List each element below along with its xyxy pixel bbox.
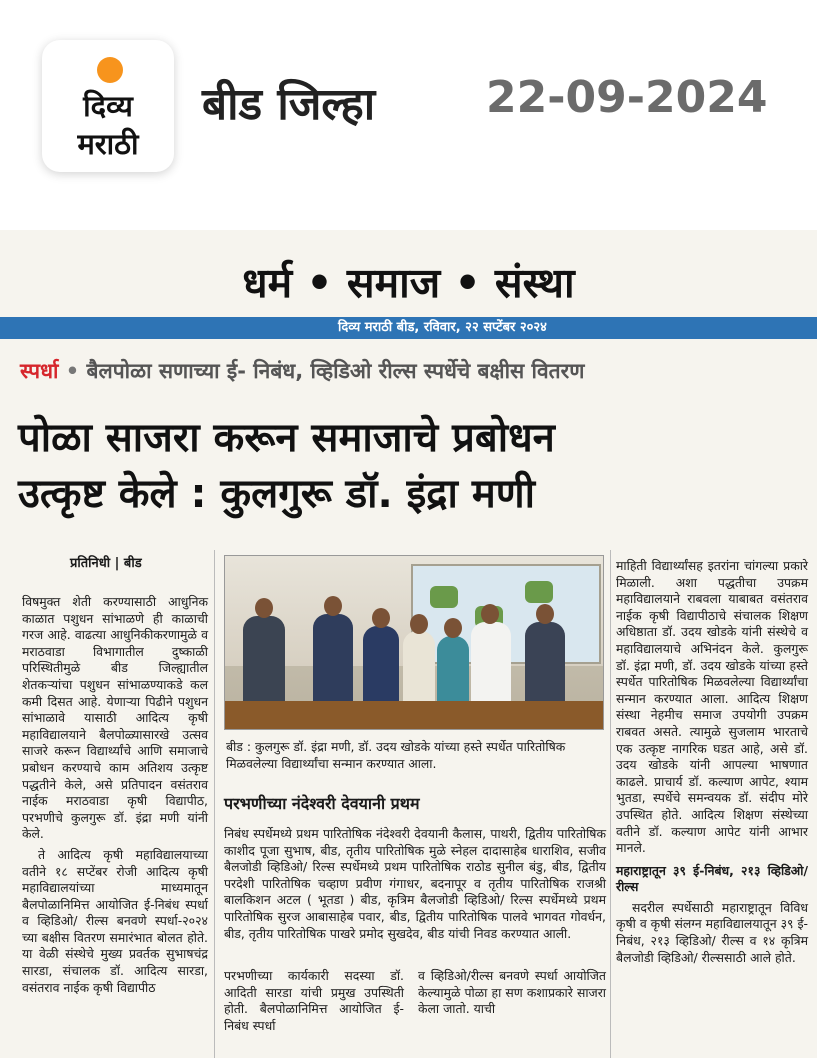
paragraph: ते आदित्य कृषी महाविद्यालयाच्या वतीने १८ सप्टेंबर रोजी आदित्य कृषी महाविद्यालयांच्या माध्यमातून बैलपोळानिमित्त आयोजित ई-निबंध स्पर्धा व व्हिडिओ/ रील्स बनवणे स्पर्धा-२०२४ च्या बक्षीस वितरण समारंभात बोलत होते. या वेळी संस्थेचे मुख्य प्रवर्तक सुभाषचंद्र सारडा, संचालक डॉ. आदित्य सारडा, वसंतराव नाईक कृषी विद्यापीठ bbox=[22, 846, 208, 995]
dateline-bar: दिव्य मराठी बीड, रविवार, २२ सप्टेंबर २०२४ bbox=[0, 317, 817, 339]
photo-head bbox=[410, 614, 428, 634]
photo-table bbox=[225, 701, 604, 730]
byline: प्रतिनिधी | बीड bbox=[70, 556, 142, 571]
photo-person bbox=[437, 636, 469, 711]
paragraph: सदरील स्पर्धेसाठी महाराष्ट्रातून विविध कृषी व कृषी संलग्न महाविद्यालयातून ३९ ई-निबंध, २१३ व्हिडिओ/ रील्स व १४ कृत्रिम बैलजोडी व्हिडिओ/ रील्ससाठी आले होते. bbox=[616, 899, 808, 965]
photo-head bbox=[372, 608, 390, 628]
logo-text-line2: मराठी bbox=[77, 127, 139, 161]
paragraph: निबंध स्पर्धेमध्ये प्रथम पारितोषिक नंदेश्वरी देवयानी कैलास, पाथरी, द्वितीय पारितोषिक काशीद पूजा सुभाष, बीड, तृतीय पारितोषिक मुळे स्नेहल दादासाहेब धाराशिव, सजीव बैलजोडी व्हिडिओ/ रिल्स स्पर्धेमध्ये प्रथम पारितोषिक राठोड सुनील बंडु, बीड, द्वितीय परदेशी पारितोषिक चव्हाण प्रवीण गंगाधर, बदनापूर व तृतीय पारितोषिक राजश्री बालकिशन अटल ( भूतडा ) बीड, कृत्रिम बैलजोडी व्हिडिओ/ रिल्स स्पर्धेमध्ये प्रथम पारितोषिक सुरज आबासाहेब पवार, बीड, द्वितीय पारितोषिक पालवे भागवत गोवर्धन, बीड, तृतीय पारितोषिक पाखरे प्रमोद सुखदेव, बीड यांची निवड करण्यात आली. bbox=[224, 826, 606, 941]
paragraph: माहिती विद्यार्थ्यांसह इतरांना चांगल्या प्रकारे मिळाली. अशा पद्धतीचा उपक्रम महाविद्यालयाने राबवला याबाबत वसंतराव नाईक कृषी विद्यापीठाचे संचालक शिक्षण अधिष्ठाता डॉ. उदय खोडके यांनी संस्थेचे व महाविद्यालयाचे अभिनंदन केले. कुलगुरू डॉ. इंद्रा मणी, डॉ. उदय खोडके यांच्या हस्ते स्पर्धेत पारितोषिक मिळवलेल्या विद्यार्थ्यांचा सन्मान करण्यात आला. आदित्य शिक्षण संस्था नेहमीच समाज उपयोगी उपक्रम राबवत असते. त्यामुळे सुजलाम भारताचे एक उत्कृष्ट नागरिक घडत आहे, असे डॉ. उदय खोडके यांनी आपल्या भाषणात काढले. प्राचार्य डॉ. कल्याण आपेट, श्याम भुतडा, स्पर्धेचे समन्वयक डॉ. संदीप मोरे उपस्थित होते. आदित्य शिक्षण संस्थेच्या वतीने डॉ. कल्याण आपेट यांनी आभार मानले. bbox=[616, 558, 808, 856]
kicker-word: स्पर्धा bbox=[20, 359, 59, 383]
photo-person bbox=[403, 631, 435, 711]
photo-person bbox=[243, 616, 285, 711]
divya-marathi-logo bbox=[42, 40, 174, 172]
column-divider bbox=[610, 550, 611, 1058]
photo-head bbox=[481, 604, 499, 624]
article-column-2c bbox=[418, 968, 606, 1018]
logo-text-line1: दिव्य bbox=[83, 89, 133, 123]
photo-caption: बीड : कुलगुरू डॉ. इंद्रा मणी, डॉ. उदय खोडके यांच्या हस्ते स्पर्धेत पारितोषिक मिळवलेल्या विद्यार्थ्यांचा सन्मान करण्यात आला. bbox=[226, 739, 566, 771]
photo-head bbox=[536, 604, 554, 624]
award-ceremony-photo bbox=[224, 555, 604, 730]
newspaper-clipping bbox=[0, 230, 817, 1058]
photo-head bbox=[255, 598, 273, 618]
kicker-bullet: • bbox=[65, 359, 80, 383]
photo-head bbox=[324, 596, 342, 616]
photo-plant bbox=[430, 586, 458, 608]
headline-line2: उत्कृष्ट केले : कुलगुरू डॉ. इंद्रा मणी bbox=[18, 471, 536, 517]
subheading: परभणीच्या नंदेश्वरी देवयानी प्रथम bbox=[224, 794, 420, 813]
headline-line1: पोळा साजरा करून समाजाचे प्रबोधन bbox=[18, 415, 555, 461]
paragraph: व व्हिडिओ/रील्स बनवणे स्पर्धा आयोजित केल्यामुळे पोळा हा सण कशाप्रकारे साजरा केला जातो. याची bbox=[418, 968, 606, 1017]
district-title: बीड जिल्हा bbox=[202, 79, 376, 130]
photo-person bbox=[313, 614, 353, 711]
article-column-3 bbox=[616, 558, 808, 966]
sub-heading: महाराष्ट्रातून ३९ ई-निबंध, २१३ व्हिडिओ/ रील्स bbox=[616, 862, 808, 895]
article-column-1 bbox=[22, 594, 208, 996]
paragraph: परभणीच्या कार्यकारी सदस्या डॉ. आदिती सारडा यांची प्रमुख उपस्थिती होती. बैलपोळानिमित्त आयोजित ई-निबंध स्पर्धा bbox=[224, 968, 404, 1033]
photo-head bbox=[444, 618, 462, 638]
sun-dot-icon bbox=[97, 57, 123, 83]
headline bbox=[18, 410, 555, 522]
article-column-2 bbox=[224, 826, 606, 942]
article-column-2b bbox=[224, 968, 404, 1034]
photo-person bbox=[471, 622, 511, 711]
edition-date: 22-09-2024 bbox=[486, 72, 768, 123]
column-divider bbox=[214, 550, 215, 1058]
kicker-text: बैलपोळा सणाच्या ई- निबंध, व्हिडिओ रील्स स्पर्धेचे बक्षीस वितरण bbox=[86, 359, 585, 383]
photo-person bbox=[525, 622, 565, 711]
photo-plant bbox=[525, 581, 553, 603]
section-heading: धर्म • समाज • संस्था bbox=[242, 259, 575, 307]
paragraph: विषमुक्त शेती करण्यासाठी आधुनिक काळात पशुधन सांभाळणे ही काळाची गरज आहे. वाढत्या आधुनिकीकरणामुळे व मराठवाडा विभागातील दुष्काळी परिस्थितीमुळे बीड जिल्ह्यातील शेतकऱ्यांचा पशुधन सांभाळण्याकडे कल कमी दिसत आहे. येणाऱ्या पिढीने पशुधन सांभाळावे यासाठी आदित्य कृषी महाविद्यालयाने बैलपोळ्यासारखे उत्सव साजरे करून विद्यार्थ्यांचे आणि समाजाचे प्रबोधन करण्याचे काम अतिशय उत्कृष्ट पद्धतीने केले, असे प्रतिपादन वसंतराव नाईक मराठवाडा कृषी विद्यापीठ, परभणीचे कुलगुरू डॉ. इंद्रा मणी यांनी केले. bbox=[22, 594, 208, 842]
kicker-line bbox=[20, 357, 584, 385]
photo-person bbox=[363, 626, 399, 711]
